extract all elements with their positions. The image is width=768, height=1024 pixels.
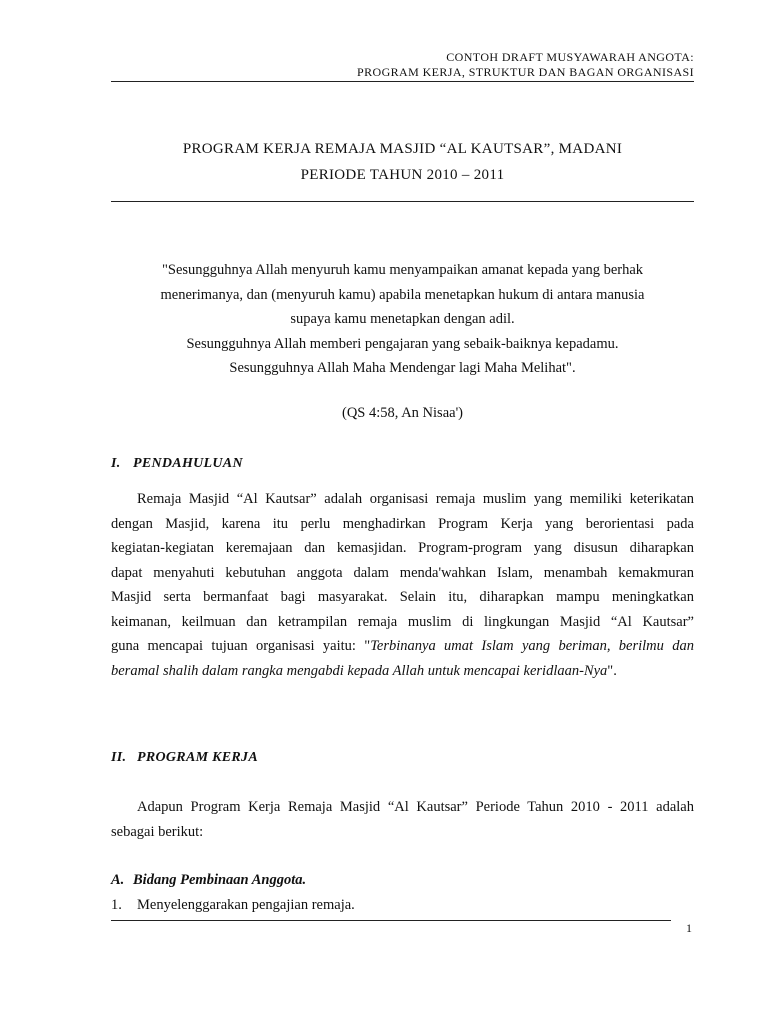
subsection-heading (111, 872, 306, 889)
paragraph-text: guna mencapai tujuan organisasi yaitu: " (111, 638, 371, 654)
quote-line: menerimanya, dan (menyuruh kamu) apabila menetapkan hukum di antara manusia (160, 286, 645, 303)
title-rule (111, 201, 694, 202)
quote-source: (QS 4:58, An Nisaa') (341, 405, 464, 421)
section-number: I. (111, 456, 121, 471)
paragraph-line (111, 634, 694, 659)
title-line-2: PERIODE TAHUN 2010 – 2011 (300, 167, 505, 183)
header-line-2: PROGRAM KERJA, STRUKTUR DAN BAGAN ORGANISASI (357, 65, 694, 79)
paragraph-text: ". (607, 662, 617, 679)
program-paragraph (111, 795, 694, 844)
section-number: II. (111, 750, 127, 765)
document-title (111, 136, 694, 188)
paragraph-line: dengan Masjid, karena itu perlu menghadirkan Program Kerja yang berorientasi pada (111, 515, 694, 532)
paragraph-line: Adapun Program Kerja Remaja Masjid “Al Kautsar” Periode Tahun 2010 - 2011 adalah (137, 799, 694, 815)
paragraph-line: Masjid serta bermanfaat bagi masyarakat. Selain itu, diharapkan mampu meningkatkan (111, 589, 694, 605)
paragraph-italic-text: beramal shalih dalam rangka mengabdi kepada Allah untuk mencapai keridlaan-Nya (111, 662, 608, 679)
quote-line: Sesungguhnya Allah memberi pengajaran yang sebaik-baiknya kepadamu. (186, 335, 619, 352)
header-line-1: CONTOH DRAFT MUSYAWARAH ANGOTA: (446, 50, 694, 64)
intro-paragraph (111, 487, 694, 683)
subsection-number: A. (111, 872, 125, 888)
quote-line: supaya kamu menetapkan dengan adil. (290, 311, 515, 327)
page-number: 1 (686, 921, 692, 935)
paragraph-italic-text: Terbinanya umat Islam yang beriman, berilmu dan (370, 638, 695, 654)
section-heading-pendahuluan (111, 456, 243, 472)
section-title: PROGRAM KERJA (137, 750, 258, 765)
quote-line: Sesungguhnya Allah Maha Mendengar lagi Maha Melihat". (229, 360, 576, 376)
paragraph-line (111, 659, 694, 684)
footer-rule (111, 920, 671, 921)
paragraph-line: sebagai berikut: (111, 823, 204, 840)
quran-quote (111, 258, 694, 381)
paragraph-line: keimanan, keilmuan dan ketrampilan remaja muslim di lingkungan Masjid “Al Kautsar” (111, 613, 694, 630)
section-heading-program-kerja (111, 750, 258, 766)
quote-line: "Sesungguhnya Allah menyuruh kamu menyampaikan amanat kepada yang berhak (161, 262, 644, 278)
subsection-title: Bidang Pembinaan Anggota. (133, 872, 307, 888)
list-item (111, 897, 355, 914)
paragraph-line: dapat menyahuti kebutuhan anggota dalam menda'wahkan Islam, menambah kemakmuran (111, 564, 694, 581)
paragraph-line: kegiatan-kegiatan keremajaan dan kemasjidan. Program-program yang disusun diharapkan (111, 540, 694, 556)
title-line-1: PROGRAM KERJA REMAJA MASJID “AL KAUTSAR”, MADANI (182, 141, 623, 157)
document-header (104, 50, 694, 80)
section-title: PENDAHULUAN (133, 456, 243, 471)
list-item-number: 1. (111, 897, 122, 913)
header-rule (111, 81, 694, 82)
list-item-text: Menyelenggarakan pengajian remaja. (137, 897, 355, 913)
paragraph-line: Remaja Masjid “Al Kautsar” adalah organisasi remaja muslim yang memiliki keterikatan (137, 491, 694, 507)
